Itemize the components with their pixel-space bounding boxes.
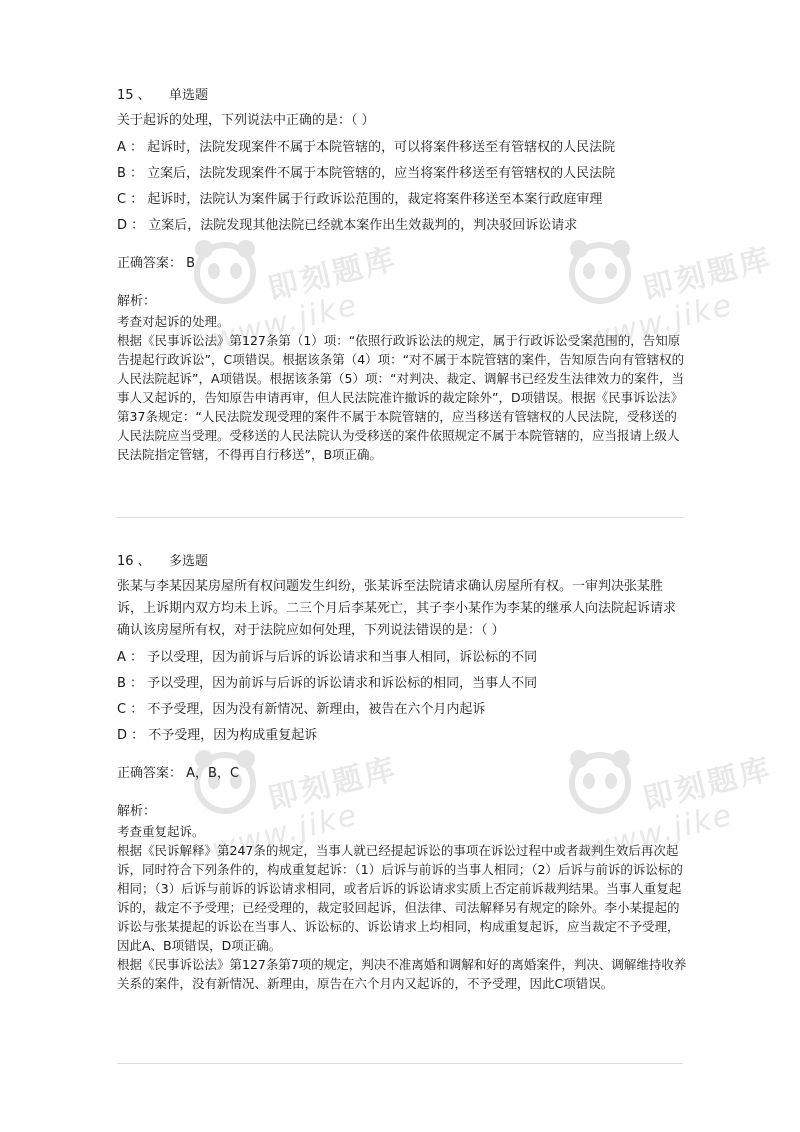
question-stem: 关于起诉的处理，下列说法中正确的是：（ ） xyxy=(117,113,375,128)
correct-answer: 正确答案： B xyxy=(117,256,196,271)
option-d[interactable]: D ： 不予受理，因为构成重复起诉 xyxy=(117,728,318,743)
question-stem: 张某与李某因某房屋所有权问题发生纠纷，张某诉至法院请求确认房屋所有权。一审判决张某胜诉，上诉期内双方均未上诉。二三个月后李某死亡，其子李小某作为李某的继承人向法院起诉请求确认该房屋所有权，对于法院应如何处理，下列说法错误的是：（ ） xyxy=(117,579,677,638)
analysis-paragraph: 根据《民事诉讼法》第127条第（1）项：“依照行政诉讼法的规定，属于行政诉讼受案范围的，告知原告提起行政诉讼”，C项错误。根据该条第（4）项：“对不属于本院管辖的案件，告知原告向有管辖权的人民法院起诉”，A项错误。根据该条第（5）项：“对判决、裁定、调解书已经发生法律效力的案件，当事人又起诉的，告知原告申请再审，但人民法院准许撤诉的裁定除外”，D项错误。根据《民事诉讼法》第37条规定：“人民法院发现受理的案件不属于本院管辖的，应当移送有管辖权的人民法院，受移送的人民法院应当受理。受移送的人民法院认为受移送的案件依照规定不属于本院管辖的，应当报请上级人民法院指定管辖，不得再自行移送”，B项正确。 xyxy=(117,333,685,462)
question-number: 15 、 xyxy=(117,88,151,103)
watermark-brand: 即刻题库 xyxy=(639,751,777,818)
watermark-url: www.jike xyxy=(582,287,737,358)
option-d[interactable]: D ： 立案后，法院发现其他法院已经就本案作出生效裁判的，判决驳回诉讼请求 xyxy=(117,218,578,233)
watermark-url: www.jike xyxy=(582,797,737,868)
question-15 xyxy=(117,86,687,464)
option-b[interactable]: B ： 立案后，法院发现案件不属于本院管辖的，应当将案件移送至有管辖权的人民法院 xyxy=(117,166,616,181)
analysis-title: 解析： xyxy=(117,804,157,819)
analysis-paragraph: 根据《民诉解释》第247条的规定，当事人就已经提起诉讼的事项在诉讼过程中或者裁判生效后再次起诉，同时符合下列条件的，构成重复起诉：（1）后诉与前诉的当事人相同；（2）后诉与前诉的诉讼标的相同；（3）后诉与前诉的诉讼请求相同，或者后诉的诉讼请求实质上否定前诉裁判结果。当事人重复起诉的，裁定不予受理；已经受理的，裁定驳回起诉，但法律、司法解释另有规定的除外。李小某提起的诉讼与张某提起的诉讼在当事人、诉讼标的、诉讼请求上均相同，构成重复起诉，应当裁定不予受理，因此A、B项错误，D项正确。 xyxy=(117,843,683,953)
correct-answer: 正确答案： A，B，C xyxy=(117,766,240,781)
watermark-url: www.jike xyxy=(207,797,362,868)
watermark-brand: 即刻题库 xyxy=(264,241,402,308)
option-c[interactable]: C ： 不予受理，因为没有新情况、新理由，被告在六个月内起诉 xyxy=(117,702,486,717)
watermark-url: www.jike xyxy=(207,287,362,358)
watermark-brand: 即刻题库 xyxy=(639,241,777,308)
option-a[interactable]: A ： 予以受理，因为前诉与后诉的诉讼请求和当事人相同，诉讼标的不同 xyxy=(117,650,538,665)
question-16 xyxy=(117,552,687,993)
question-header xyxy=(117,552,687,572)
option-a[interactable]: A ： 起诉时，法院发现案件不属于本院管辖的，可以将案件移送至有管辖权的人民法院 xyxy=(117,140,616,155)
analysis-title: 解析： xyxy=(117,294,157,309)
analysis-paragraph: 考查重复起诉。 xyxy=(117,824,205,839)
question-divider xyxy=(117,1063,683,1064)
question-type: 多选题 xyxy=(168,554,208,569)
option-c[interactable]: C ： 起诉时，法院认为案件属于行政诉讼范围的，裁定将案件移送至本案行政庭审理 xyxy=(117,192,603,207)
watermark-brand: 即刻题库 xyxy=(264,751,402,818)
question-header xyxy=(117,86,687,106)
question-number: 16 、 xyxy=(117,554,151,569)
analysis-paragraph: 根据《民事诉讼法》第127条第7项的规定，判决不准离婚和调解和好的离婚案件，判决、调解维持收养关系的案件，没有新情况、新理由，原告在六个月内又起诉的，不予受理，因此C项错误。 xyxy=(117,957,687,991)
question-type: 单选题 xyxy=(168,88,208,103)
question-divider xyxy=(117,517,683,518)
option-b[interactable]: B ： 予以受理，因为前诉与后诉的诉讼请求和诉讼标的相同，当事人不同 xyxy=(117,676,538,691)
analysis-paragraph: 考查对起诉的处理。 xyxy=(117,314,230,329)
